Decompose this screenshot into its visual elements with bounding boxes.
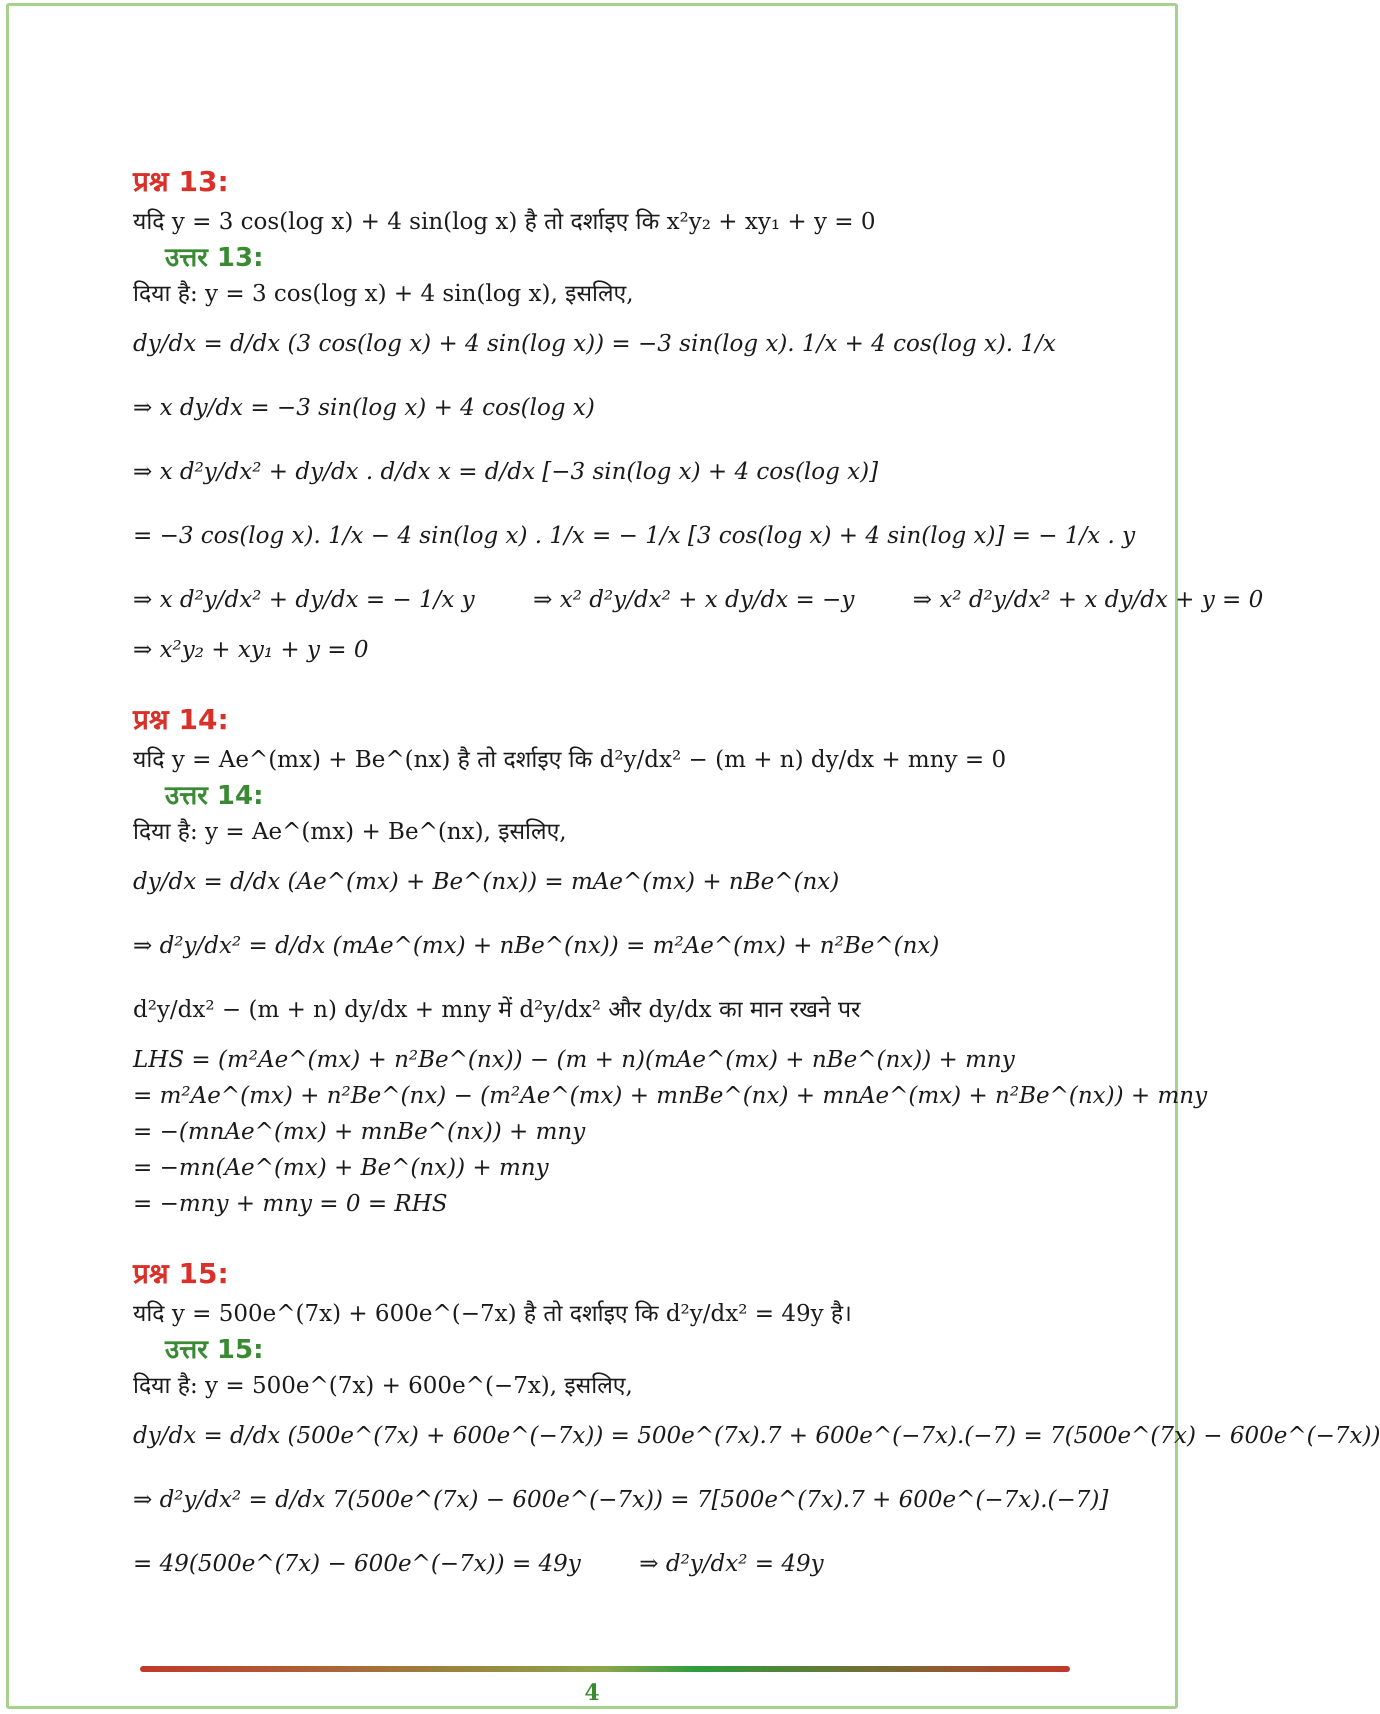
- answer-13-step-4: ⇒ x d²y/dx² + dy/dx . d/dx x = d/dx [−3 sin(log x) + 4 cos(log x)]: [133, 459, 879, 485]
- answer-15-heading: उत्तर 15:: [165, 1335, 264, 1365]
- answer-15-step-3: ⇒ d²y/dx² = d/dx 7(500e^(7x) − 600e^(−7x)) = 7[500e^(7x).7 + 600e^(−7x).(−7)]: [133, 1487, 1109, 1513]
- answer-15-step-1: दिया है: y = 500e^(7x) + 600e^(−7x), इसलिए,: [133, 1373, 633, 1399]
- answer-13-step-2: dy/dx = d/dx (3 cos(log x) + 4 sin(log x)) = −3 sin(log x). 1/x + 4 cos(log x). 1/x: [133, 331, 1056, 357]
- question-14-statement: यदि y = Ae^(mx) + Be^(nx) है तो दर्शाइए कि d²y/dx² − (m + n) dy/dx + mny = 0: [133, 747, 1007, 773]
- answer-13-step-6: ⇒ x d²y/dx² + dy/dx = − 1/x y ⇒ x² d²y/dx² + x dy/dx = −y ⇒ x² d²y/dx² + x dy/dx + y = 0: [133, 587, 1264, 613]
- question-15-statement: यदि y = 500e^(7x) + 600e^(−7x) है तो दर्शाइए कि d²y/dx² = 49y है।: [133, 1301, 852, 1327]
- question-13-heading: प्रश्न 13:: [133, 165, 229, 198]
- answer-14-step-2: dy/dx = d/dx (Ae^(mx) + Be^(nx)) = mAe^(mx) + nBe^(nx): [133, 869, 840, 895]
- answer-14-step-7: = −(mnAe^(mx) + mnBe^(nx)) + mny: [133, 1119, 586, 1145]
- answer-13-heading: उत्तर 13:: [165, 243, 264, 273]
- answer-14-step-1: दिया है: y = Ae^(mx) + Be^(nx), इसलिए,: [133, 819, 567, 845]
- page-number: 4: [584, 1680, 600, 1706]
- answer-13-step-5: = −3 cos(log x). 1/x − 4 sin(log x) . 1/x = − 1/x [3 cos(log x) + 4 sin(log x)] = − 1/x . y: [133, 523, 1136, 549]
- answer-14-step-6: = m²Ae^(mx) + n²Be^(nx) − (m²Ae^(mx) + mnBe^(nx) + mnAe^(mx) + n²Be^(nx)) + mny: [133, 1083, 1208, 1109]
- answer-13-step-7: ⇒ x²y₂ + xy₁ + y = 0: [133, 637, 369, 663]
- question-13-statement: यदि y = 3 cos(log x) + 4 sin(log x) है तो दर्शाइए कि x²y₂ + xy₁ + y = 0: [133, 209, 876, 235]
- answer-14-step-5: LHS = (m²Ae^(mx) + n²Be^(nx)) − (m + n)(mAe^(mx) + nBe^(nx)) + mny: [133, 1047, 1015, 1073]
- answer-13-step-3: ⇒ x dy/dx = −3 sin(log x) + 4 cos(log x): [133, 395, 595, 421]
- question-15-heading: प्रश्न 15:: [133, 1257, 229, 1290]
- footer-divider: [140, 1666, 1070, 1672]
- answer-14-step-8: = −mn(Ae^(mx) + Be^(nx)) + mny: [133, 1155, 549, 1181]
- answer-14-step-3: ⇒ d²y/dx² = d/dx (mAe^(mx) + nBe^(nx)) = m²Ae^(mx) + n²Be^(nx): [133, 933, 940, 959]
- answer-14-step-4: d²y/dx² − (m + n) dy/dx + mny में d²y/dx² और dy/dx का मान रखने पर: [133, 997, 861, 1023]
- answer-14-step-9: = −mny + mny = 0 = RHS: [133, 1191, 448, 1217]
- answer-15-step-4: = 49(500e^(7x) − 600e^(−7x)) = 49y ⇒ d²y/dx² = 49y: [133, 1551, 824, 1577]
- answer-14-heading: उत्तर 14:: [165, 781, 264, 811]
- answer-13-step-1: दिया है: y = 3 cos(log x) + 4 sin(log x), इसलिए,: [133, 281, 634, 307]
- page-content: [133, 160, 1380, 1596]
- answer-15-step-2: dy/dx = d/dx (500e^(7x) + 600e^(−7x)) = 500e^(7x).7 + 600e^(−7x).(−7) = 7(500e^(7x) − 600e^(−7x)): [133, 1423, 1380, 1449]
- question-14-heading: प्रश्न 14:: [133, 703, 229, 736]
